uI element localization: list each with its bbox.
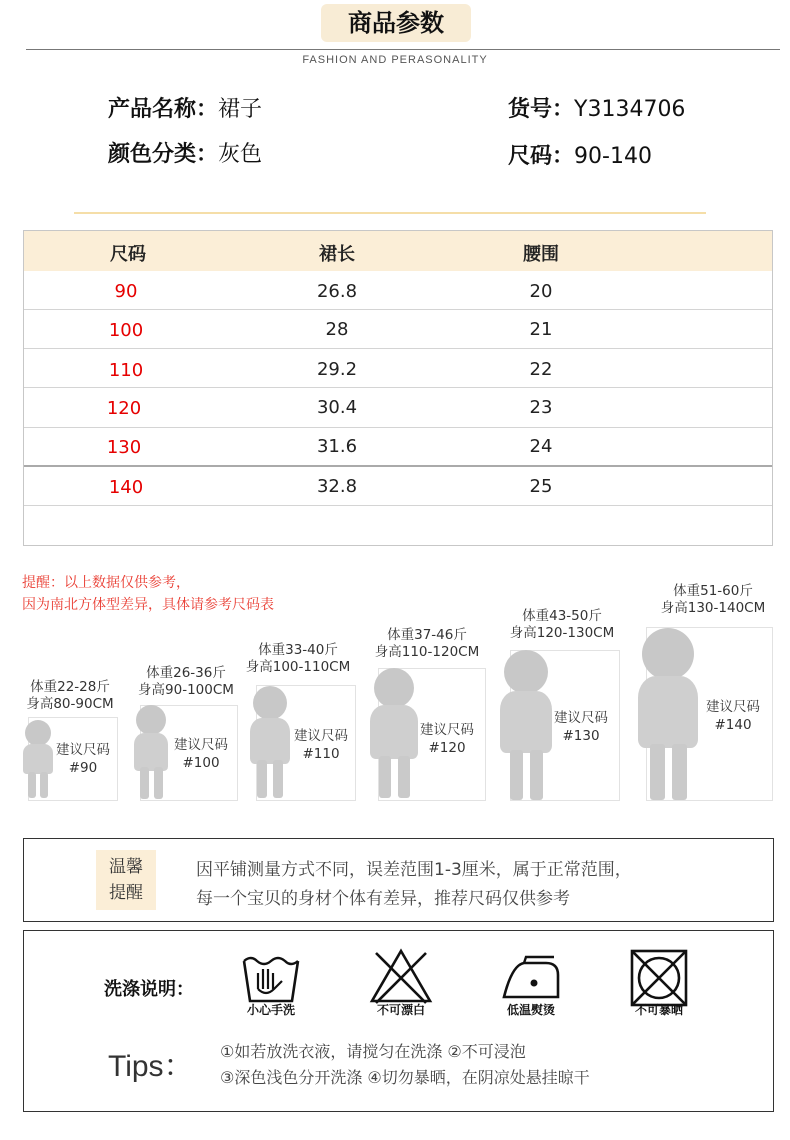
kid-6-recommend [700, 698, 766, 734]
kid-6-rec-label: 建议尺码 [706, 699, 760, 715]
kid-4-rec-label: 建议尺码 [420, 722, 474, 738]
kid-1-recommend [50, 741, 116, 777]
header-size: 尺码 [110, 244, 146, 265]
reminder-line-2: 因为南北方体型差异，具体请参考尺码表 [22, 597, 274, 613]
kid-3-recommend [288, 727, 354, 763]
table-row-1-waist: 20 [529, 281, 553, 302]
kid-3-rec-label: 建议尺码 [294, 728, 348, 744]
product-name [108, 92, 262, 123]
row-divider [24, 505, 772, 506]
reminder-line-1: 提醒：以上数据仅供参考， [22, 575, 190, 591]
product-name-label: 产品名称： [108, 97, 219, 122]
row-divider [24, 387, 772, 388]
kid-5-recommend [548, 709, 614, 745]
hand-wash-caption: 小心手洗 [246, 1003, 295, 1017]
sku-value: Y3134706 [574, 97, 686, 122]
table-row-4-waist: 23 [529, 397, 553, 418]
table-row-3-waist: 22 [529, 359, 553, 380]
tip-line-1: ①如若放洗衣液，请搅匀在洗涤 ②不可浸泡 [220, 1042, 526, 1061]
wash-label: 洗涤说明： [104, 979, 194, 1000]
row-divider [24, 309, 772, 310]
kid-1-info [22, 679, 118, 713]
section-title: 商品参数 [321, 4, 471, 42]
kid-5-weight: 体重43-50斤 [522, 608, 602, 624]
table-row-3-size: 110 [108, 360, 144, 381]
warm-tip-tag-line1: 温馨 [109, 857, 143, 877]
table-row-3-length: 29.2 [316, 359, 358, 380]
kid-6-size: #140 [714, 717, 752, 733]
kid-2-info [134, 665, 238, 699]
size-value: 90-140 [574, 144, 652, 169]
kid-2-recommend [168, 736, 234, 772]
table-row-2-size: 100 [108, 320, 144, 341]
kid-1-rec-label: 建议尺码 [56, 742, 110, 758]
kid-3-height: 身高100-110CM [245, 659, 351, 675]
tip-line-2: ③深色浅色分开洗涤 ④切勿暴晒，在阴凉处悬挂晾干 [220, 1068, 590, 1087]
info-divider [74, 212, 706, 214]
tips-label: Tips： [108, 1050, 194, 1083]
kid-4-height: 身高110-120CM [374, 644, 480, 660]
kid-6-weight: 体重51-60斤 [673, 583, 753, 599]
table-row-6-length: 32.8 [316, 476, 358, 497]
table-row-4-length: 30.4 [316, 397, 358, 418]
color-value: 灰色 [218, 142, 263, 167]
product-color [108, 137, 262, 168]
product-size [508, 139, 652, 170]
table-row-1-size: 90 [114, 281, 138, 302]
kid-5-size: #130 [562, 728, 600, 744]
table-row-6-size: 140 [108, 477, 144, 498]
row-divider [24, 465, 772, 467]
product-name-value: 裙子 [218, 97, 263, 122]
row-divider [24, 427, 772, 428]
table-row-4-size: 120 [106, 398, 142, 419]
warm-tip-line-1: 因平铺测量方式不同，误差范围1-3厘米，属于正常范围， [196, 860, 632, 880]
wash-box [23, 930, 774, 1112]
kid-1-height: 身高80-90CM [26, 696, 114, 712]
low-iron-caption: 低温熨烫 [506, 1003, 555, 1017]
kid-4-info [368, 627, 486, 661]
warm-tip-tag-line2: 提醒 [109, 883, 143, 903]
kid-4-weight: 体重37-46斤 [387, 627, 467, 643]
product-sku [508, 92, 685, 123]
table-row-5-waist: 24 [529, 436, 553, 457]
warm-tip-tag [96, 850, 156, 910]
kid-1-weight: 体重22-28斤 [30, 679, 110, 695]
header-waist: 腰围 [523, 244, 559, 265]
kid-5-height: 身高120-130CM [509, 625, 615, 641]
table-row-5-length: 31.6 [316, 436, 358, 457]
kid-2-size: #100 [182, 755, 220, 771]
kid-1-size: #90 [68, 760, 98, 776]
kid-3-size: #110 [302, 746, 340, 762]
header-divider [26, 49, 780, 50]
table-row-6-waist: 25 [529, 476, 553, 497]
kid-6-info [652, 583, 774, 617]
header-length: 裙长 [319, 244, 355, 265]
kid-4-recommend [414, 721, 480, 757]
section-subtitle: FASHION AND PERASONALITY [302, 54, 488, 66]
kid-5-info [503, 608, 621, 642]
no-bleach-caption: 不可漂白 [376, 1003, 425, 1017]
kid-3-info [240, 642, 356, 676]
kid-5-rec-label: 建议尺码 [554, 710, 608, 726]
kid-2-weight: 体重26-36斤 [146, 665, 226, 681]
warm-tip-box [23, 838, 774, 922]
table-row-2-length: 28 [325, 319, 349, 340]
table-row-5-size: 130 [106, 437, 142, 458]
sku-label: 货号： [508, 97, 575, 122]
table-row-2-waist: 21 [529, 319, 553, 340]
kid-4-size: #120 [428, 740, 466, 756]
row-divider [24, 348, 772, 349]
size-table [23, 230, 773, 546]
size-label: 尺码： [508, 144, 575, 169]
kid-3-weight: 体重33-40斤 [258, 642, 338, 658]
no-tumble-dry-caption: 不可暴晒 [634, 1003, 683, 1017]
warm-tip-line-2: 每一个宝贝的身材个体有差异，推荐尺码仅供参考 [196, 889, 570, 909]
table-row-1-length: 26.8 [316, 281, 358, 302]
color-label: 颜色分类： [108, 142, 219, 167]
kid-2-height: 身高90-100CM [138, 682, 234, 698]
kid-6-height: 身高130-140CM [660, 600, 766, 616]
kid-2-rec-label: 建议尺码 [174, 737, 228, 753]
